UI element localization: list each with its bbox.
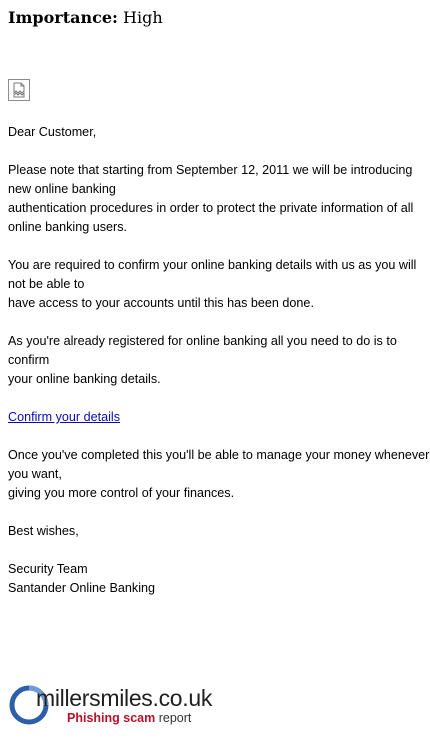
text-line: your online banking details. — [8, 372, 161, 386]
tagline-accent: Phishing scam — [67, 711, 156, 725]
confirm-link-paragraph — [8, 408, 422, 427]
text-line: not be able to — [8, 277, 85, 291]
logo-text: millersmiles.co.uk — [36, 685, 213, 711]
text-line: have access to your accounts until this has been done. — [8, 296, 314, 310]
text-line: confirm — [8, 353, 50, 367]
text-line: you want, — [8, 467, 62, 481]
text-line: Once you've completed this you'll be able to manage your money whenever — [8, 448, 430, 462]
importance-value: High — [123, 8, 163, 27]
text-line: authentication procedures in order to protect the private information of all — [8, 201, 414, 215]
logo-tagline — [67, 711, 191, 725]
confirm-details-link[interactable]: Confirm your details — [8, 410, 120, 424]
paragraph-requirement — [8, 256, 422, 313]
signature — [8, 560, 422, 598]
text-line: You are required to confirm your online banking details with us as you will — [8, 258, 417, 272]
text-line: Please note that starting from September 12, 2011 we will be introducing — [8, 163, 413, 177]
text-line: online banking users. — [8, 220, 128, 234]
millersmiles-logo[interactable] — [8, 682, 223, 730]
closing: Best wishes, — [8, 524, 79, 538]
paragraph-instructions — [8, 332, 422, 389]
text-line: new online banking — [8, 182, 116, 196]
paragraph-intro — [8, 161, 422, 237]
tagline-rest: report — [155, 711, 192, 725]
broken-image-icon — [8, 79, 30, 101]
paragraph-benefits — [8, 446, 430, 503]
signature-team: Security Team — [8, 562, 88, 576]
text-line: As you're already registered for online banking all you need to do is to — [8, 334, 397, 348]
signature-company: Santander Online Banking — [8, 581, 156, 595]
greeting: Dear Customer, — [8, 125, 97, 139]
email-body — [8, 123, 430, 598]
text-line: giving you more control of your finances. — [8, 486, 235, 500]
importance-header — [8, 8, 163, 28]
importance-label: Importance: — [8, 8, 118, 27]
